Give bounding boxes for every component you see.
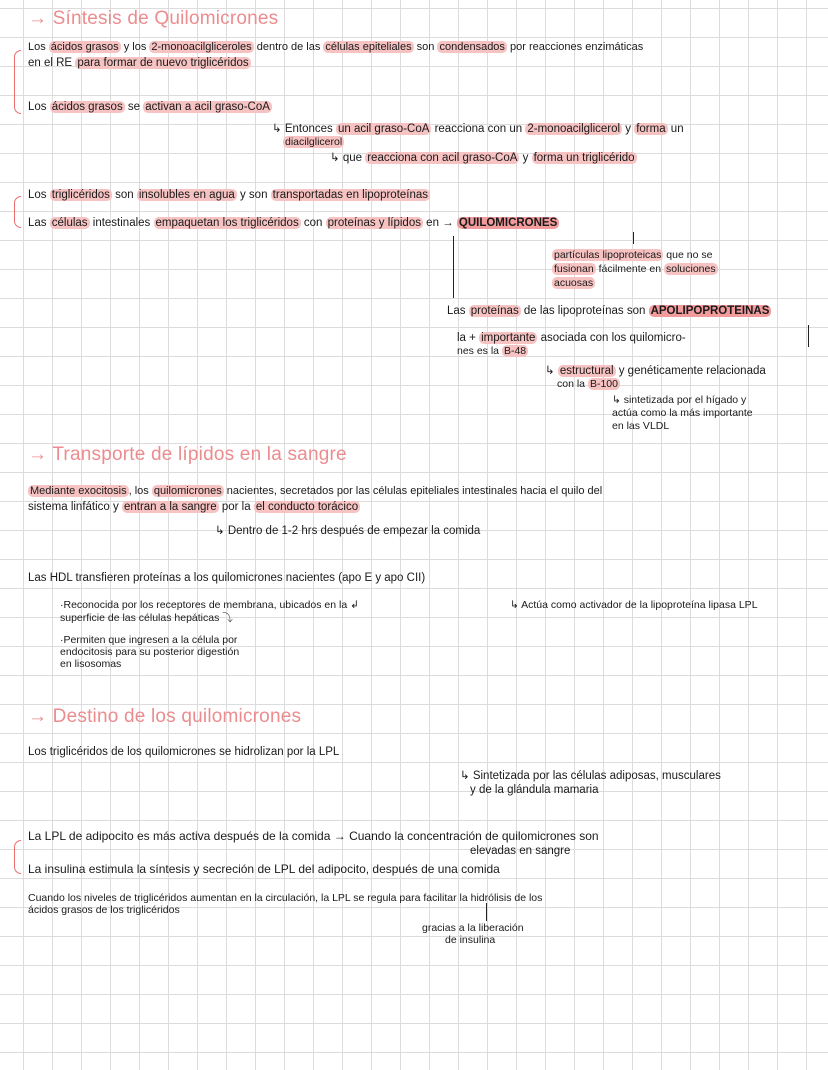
highlighted-text: Mediante exocitosis: [30, 485, 127, 497]
note-line: [557, 378, 620, 390]
note-line: [28, 188, 430, 202]
note-text: en las VLDL: [612, 420, 670, 432]
note-line: [60, 658, 121, 670]
highlighted-text: transportadas en lipoproteínas: [272, 189, 429, 201]
highlighted-text: el conducto torácico: [255, 501, 359, 513]
note-text: Los triglicéridos de los quilomicrones se hidrolizan por la LPL: [28, 746, 340, 758]
note-text: actúa como la más importante: [612, 407, 753, 419]
note-text: en →: [422, 217, 457, 229]
highlighted-text: triglicéridos: [51, 189, 110, 201]
note-text: La LPL de adipocito es más activa después de la comida → Cuando la concentración de quilomicrones son: [28, 829, 599, 843]
highlighted-text: partículas lipoproteicas: [554, 249, 662, 261]
note-text: ↳: [545, 365, 558, 377]
key-term-highlight: QUILOMICRONES: [458, 217, 558, 229]
note-text: que no se: [663, 249, 713, 261]
highlighted-text: empaquetan los triglicéridos: [155, 217, 299, 229]
note-text: ↳ que: [330, 152, 366, 164]
note-text: superficie de las células hepáticas ⤵: [60, 612, 233, 624]
bracket-arrow: [14, 196, 21, 228]
note-text: y los: [120, 41, 150, 53]
note-text: ↳ Sintetizada por las células adiposas, musculares: [460, 770, 721, 782]
note-text: Las HDL transfieren proteínas a los quilomicrones nacientes (apo E y apo CII): [28, 572, 426, 584]
highlighted-text: proteínas: [470, 305, 519, 317]
note-line: [28, 892, 542, 904]
note-line: [457, 345, 528, 357]
highlighted-text: ácidos grasos: [51, 101, 123, 113]
note-text: en lisosomas: [60, 658, 122, 670]
note-line: [470, 783, 599, 797]
note-text: nacientes, secretados por las células epiteliales intestinales hacia el quilo del: [223, 485, 603, 497]
note-line: [552, 277, 595, 289]
note-line: [545, 364, 766, 378]
note-line: [28, 484, 602, 498]
note-text: se: [124, 101, 144, 113]
note-text: , los: [128, 485, 152, 497]
bracket-arrow: [14, 50, 21, 114]
highlighted-text: ácidos grasos: [50, 41, 119, 53]
note-line: [28, 745, 339, 759]
note-text: Los: [28, 101, 50, 113]
note-text: endocitosis para su posterior digestión: [60, 646, 240, 658]
note-line: [283, 136, 344, 148]
highlighted-text: B-100: [589, 378, 618, 390]
note-text: ·Permiten que ingresen a la célula por: [60, 634, 238, 646]
note-line: [60, 599, 359, 611]
note-text: en el RE: [28, 57, 76, 69]
note-line: [28, 216, 559, 230]
note-text: La insulina estimula la síntesis y secreción de LPL del adipocito, después de una comida: [28, 862, 500, 876]
note-text: asociada con los quilomicro-: [537, 332, 686, 344]
note-text: y: [519, 152, 532, 164]
note-line: [28, 500, 360, 514]
note-text: reacciona con un: [431, 123, 526, 135]
note-line: [460, 769, 721, 783]
highlighted-text: entran a la sangre: [123, 501, 217, 513]
connector-line: [633, 232, 634, 244]
highlighted-text: B-48: [503, 345, 527, 357]
note-text: nes es la: [457, 345, 502, 357]
note-text: de insulina: [445, 934, 496, 946]
heading-sintesis: → Síntesis de Quilomicrones: [28, 8, 279, 29]
highlighted-text: activan a acil graso-CoA: [145, 101, 270, 113]
note-text: fácilmente en: [595, 263, 664, 275]
note-line: [552, 249, 712, 261]
note-text: por reacciones enzimáticas: [506, 41, 644, 53]
note-text: son: [111, 189, 137, 201]
note-text: ↳ Actúa como activador de la lipoproteína lipasa LPL: [510, 599, 758, 611]
note-text: con: [300, 217, 326, 229]
highlighted-text: reacciona con acil graso-CoA: [367, 152, 518, 164]
note-line: [612, 420, 669, 432]
note-text: ↳ Entonces: [272, 123, 336, 135]
note-line: [612, 407, 753, 419]
highlighted-text: importante: [481, 332, 536, 344]
note-text: gracias a la liberación: [422, 922, 524, 934]
note-line: [445, 934, 495, 946]
note-text: y: [622, 123, 635, 135]
note-line: [60, 646, 239, 658]
note-text: dentro de las: [253, 41, 324, 53]
note-text: son: [413, 41, 438, 53]
note-text: y genéticamente relacionada: [615, 365, 766, 377]
note-text: Los: [28, 41, 49, 53]
highlighted-text: para formar de nuevo triglicéridos: [77, 57, 249, 69]
connector-line: [486, 903, 487, 921]
note-text: Cuando los niveles de triglicéridos aumentan en la circulación, la LPL se regula para facilitar la hidrólisis de los: [28, 892, 543, 904]
note-text: de las lipoproteínas son: [520, 305, 649, 317]
note-text: ·Reconocida por los receptores de membrana, ubicados en la ↲: [60, 599, 359, 611]
note-line: [60, 634, 237, 646]
highlighted-text: forma: [636, 123, 666, 135]
highlighted-text: condensados: [439, 41, 505, 53]
note-line: [612, 394, 746, 406]
highlighted-text: quilomicrones: [153, 485, 222, 497]
connector-line: [453, 236, 454, 298]
note-text: Las: [447, 305, 469, 317]
note-text: Las: [28, 217, 50, 229]
highlighted-text: proteínas y lípidos: [327, 217, 421, 229]
highlighted-text: soluciones: [666, 263, 716, 275]
note-text: la +: [457, 332, 480, 344]
highlighted-text: células: [51, 217, 88, 229]
note-text: y son: [236, 189, 271, 201]
heading-transporte: → Transporte de lípidos en la sangre: [28, 444, 347, 465]
note-line: [60, 612, 233, 624]
highlighted-text: 2-monoacilglicerol: [527, 123, 621, 135]
highlighted-text: diacilglicerol: [285, 136, 343, 148]
note-line: [470, 844, 570, 858]
note-text: un: [667, 123, 684, 135]
note-text: por la: [218, 501, 254, 513]
note-text: ↳ Dentro de 1-2 hrs después de empezar la comida: [215, 525, 481, 537]
note-text: Los: [28, 189, 50, 201]
note-line: [28, 862, 500, 876]
note-text: ↳ sintetizada por el hígado y: [612, 394, 747, 406]
note-line: [552, 263, 718, 275]
note-line: [215, 524, 480, 538]
highlighted-text: estructural: [559, 365, 614, 377]
note-line: [28, 904, 180, 916]
key-term-highlight: APOLIPOPROTEINAS: [650, 305, 770, 317]
note-text: sistema linfático y: [28, 501, 122, 513]
note-text: elevadas en sangre: [470, 845, 571, 857]
note-line: [457, 331, 686, 345]
note-line: [28, 829, 599, 843]
note-text: intestinales: [89, 217, 154, 229]
note-line: [447, 304, 771, 318]
note-line: [28, 56, 251, 70]
highlighted-text: un acil graso-CoA: [337, 123, 430, 135]
highlighted-text: forma un triglicérido: [533, 152, 635, 164]
note-line: [510, 599, 758, 611]
highlighted-text: acuosas: [554, 277, 594, 289]
note-line: [330, 151, 637, 165]
note-line: [28, 100, 272, 114]
note-text: ácidos grasos de los triglicéridos: [28, 904, 180, 916]
highlighted-text: insolubles en agua: [138, 189, 235, 201]
note-line: [28, 571, 425, 585]
note-text: con la: [557, 378, 588, 390]
note-line: [28, 40, 643, 54]
note-line: [272, 122, 684, 136]
highlighted-text: fusionan: [554, 263, 594, 275]
connector-line: [808, 325, 809, 347]
highlighted-text: 2-monoacilgliceroles: [151, 41, 252, 53]
heading-destino: → Destino de los quilomicrones: [28, 706, 302, 727]
bracket-arrow: [14, 840, 21, 874]
note-line: [422, 922, 524, 934]
note-text: y de la glándula mamaria: [470, 784, 599, 796]
highlighted-text: células epiteliales: [325, 41, 412, 53]
